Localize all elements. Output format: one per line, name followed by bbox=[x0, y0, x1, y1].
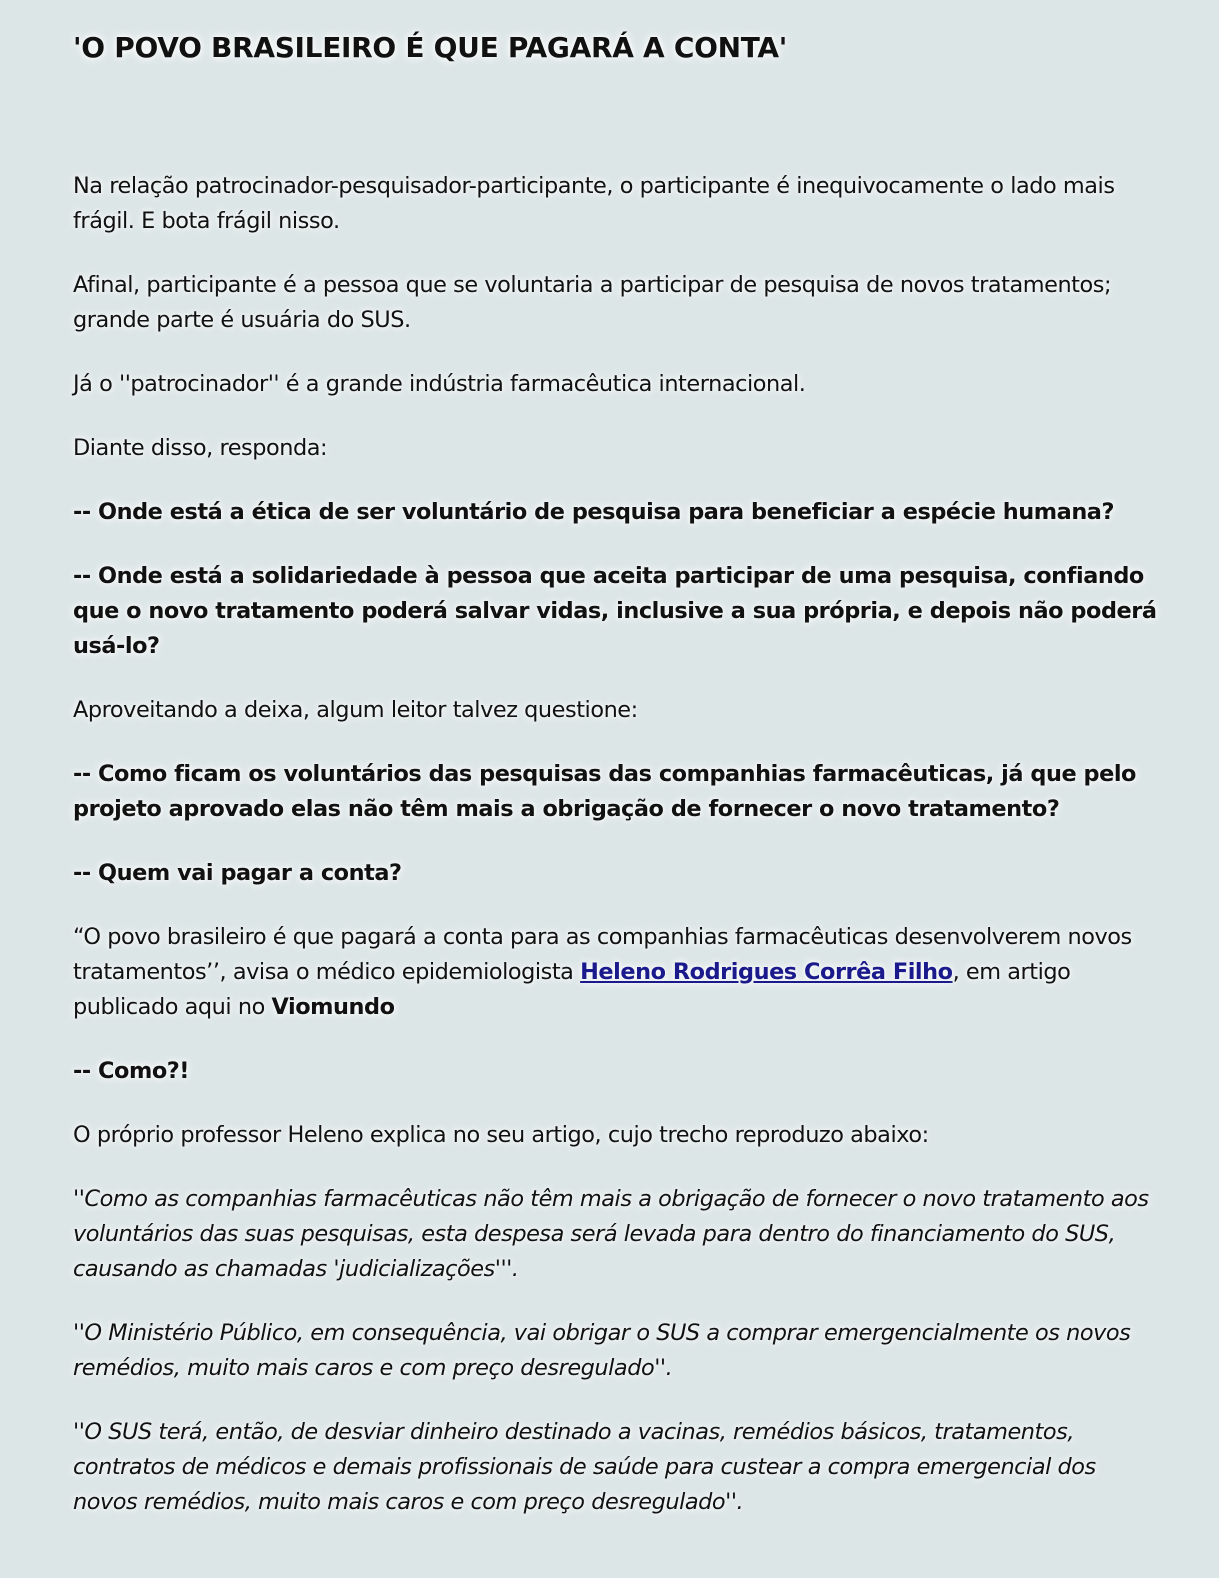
paragraph-1: Na relação patrocinador-pesquisador-participante, o participante é inequivocamente o lado mais frágil. E bota frágil nisso. bbox=[73, 173, 1115, 234]
quote-1: ''Como as companhias farmacêuticas não têm mais a obrigação de fornecer o novo tratamento aos voluntários das suas pesquisas, esta despesa será levada para dentro do financiamento do SUS, causando as chamadas 'judicializações'''. bbox=[73, 1186, 1149, 1282]
paragraph-5: Aproveitando a deixa, algum leitor talvez questione: bbox=[73, 697, 638, 723]
question-4: -- Quem vai pagar a conta? bbox=[73, 860, 402, 886]
article-title: 'O POVO BRASILEIRO É QUE PAGARÁ A CONTA' bbox=[73, 31, 787, 64]
quote-2: ''O Ministério Público, em consequência, vai obrigar o SUS a comprar emergencialmente os novos remédios, muito mais caros e com preço desregulado''. bbox=[73, 1320, 1131, 1381]
question-2: -- Onde está a solidariedade à pessoa que aceita participar de uma pesquisa, confiando que o novo tratamento poderá salvar vidas, inclusive a sua própria, e depois não poderá usá-lo? bbox=[73, 563, 1157, 659]
paragraph-6 bbox=[73, 920, 1159, 1025]
quote-3: ''O SUS terá, então, de desviar dinheiro destinado a vacinas, remédios básicos, tratamentos, contratos de médicos e demais profissionais de saúde para custear a compra emergencial dos novos remédios, muito mais caros e com preço desregulado''. bbox=[73, 1419, 1096, 1515]
paragraph-6-text-start: “O povo brasileiro é que pagará a conta para as companhias farmacêuticas desenvolverem novos tratamentos’’, avisa o médico epidemiologista bbox=[73, 924, 1132, 985]
question-5: -- Como?! bbox=[73, 1058, 190, 1084]
question-1: -- Onde está a ética de ser voluntário de pesquisa para beneficiar a espécie humana? bbox=[73, 499, 1115, 525]
site-name: Viomundo bbox=[271, 994, 395, 1020]
paragraph-3: Já o ''patrocinador'' é a grande indústria farmacêutica internacional. bbox=[73, 371, 806, 397]
author-link[interactable]: Heleno Rodrigues Corrêa Filho bbox=[580, 959, 953, 985]
article-body bbox=[73, 169, 1159, 1520]
paragraph-4: Diante disso, responda: bbox=[73, 435, 328, 461]
paragraph-2: Afinal, participante é a pessoa que se voluntaria a participar de pesquisa de novos tratamentos; grande parte é usuária do SUS. bbox=[73, 272, 1112, 333]
paragraph-6-text-middle: , em artigo publicado aqui no bbox=[73, 959, 1071, 1020]
paragraph-7: O próprio professor Heleno explica no seu artigo, cujo trecho reproduzo abaixo: bbox=[73, 1122, 929, 1148]
question-3: -- Como ficam os voluntários das pesquisas das companhias farmacêuticas, já que pelo projeto aprovado elas não têm mais a obrigação de fornecer o novo tratamento? bbox=[73, 761, 1136, 822]
